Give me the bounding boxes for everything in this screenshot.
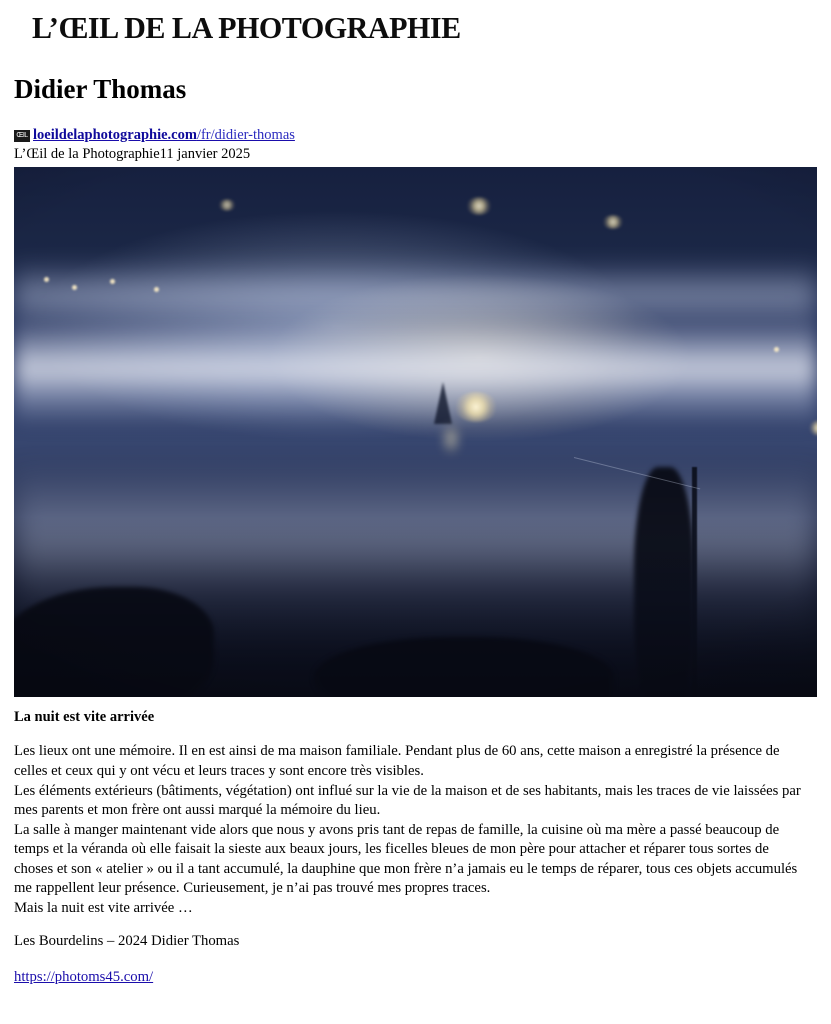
source-url-domain: loeildelaphotographie.com <box>33 127 197 144</box>
hero-photograph <box>14 167 817 697</box>
hero-vignette <box>14 167 817 697</box>
source-url-link[interactable] <box>33 126 295 144</box>
page-title: Didier Thomas <box>14 73 187 104</box>
site-masthead <box>14 8 817 45</box>
byline: L’Œil de la Photographie11 janvier 2025 <box>14 146 251 163</box>
body-paragraph-4: Mais la nuit est vite arrivée … <box>14 899 193 916</box>
body-paragraph-2: Les éléments extérieurs (bâtiments, végétation) ont influé sur la vie de la maison et de ses habitants, mais les traces de vie laissées par mes parents et mon frère ont aussi marqué la mémoire du lieu. <box>14 782 801 819</box>
site-title: L’ŒIL DE LA PHOTOGRAPHIE <box>32 10 461 45</box>
photo-credit: Les Bourdelins – 2024 Didier Thomas <box>14 933 240 950</box>
article-body <box>14 742 809 918</box>
body-paragraph-1: Les lieux ont une mémoire. Il en est ainsi de ma maison familiale. Pendant plus de 60 ans, cette maison a enregistré la présence de celles et ceux qui y ont vécu et leurs traces y sont encore très visibles. <box>14 743 780 780</box>
caption-heading: La nuit est vite arrivée <box>14 709 155 726</box>
site-favicon-icon: ŒIL <box>14 130 30 142</box>
source-url-line <box>14 126 817 144</box>
body-paragraph-3: La salle à manger maintenant vide alors que nous y avons pris tant de repas de famille, la cuisine où ma mère a passé beaucoup de temps et la véranda où elle faisait la sieste aux beaux jours, les ficelles bleues de mon père pour attacher et réparer tous sortes de choses et son « atelier » ou il a tant accumulé, la dauphine que mon frère n’a jamais eu le temps de réparer, tous ces objets accumulés me rappellent leur présence. Curieusement, je n’ai pas trouvé mes propres traces. <box>14 821 798 897</box>
external-website-link[interactable]: https://photoms45.com/ <box>14 968 154 985</box>
source-url-path: /fr/didier-thomas <box>196 127 295 144</box>
